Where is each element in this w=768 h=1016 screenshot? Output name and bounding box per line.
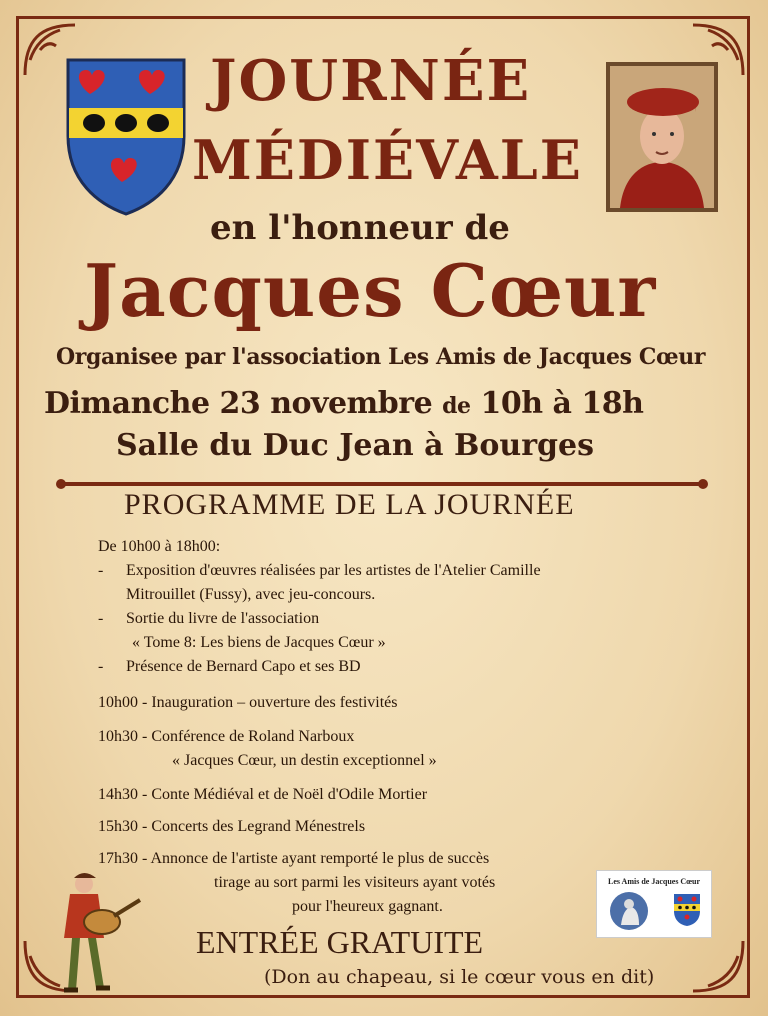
- programme-event: 10h00 - Inauguration – ouverture des festivités: [98, 694, 398, 711]
- entry-note: (Don au chapeau, si le cœur vous en dit): [264, 966, 655, 988]
- small-coat-of-arms-icon: [673, 893, 701, 927]
- bullet-dash: -: [98, 658, 104, 675]
- subtitle: en l'honneur de: [210, 208, 510, 248]
- programme-event: « Jacques Cœur, un destin exceptionnel »: [172, 752, 437, 769]
- programme-item: Présence de Bernard Capo et ses BD: [126, 658, 361, 675]
- programme-event: 14h30 - Conte Médiéval et de Noël d'Odile Mortier: [98, 786, 428, 803]
- programme-item: Sortie du livre de l'association: [126, 610, 320, 627]
- free-entry: ENTRÉE GRATUITE: [196, 924, 484, 960]
- programme-item: « Tome 8: Les biens de Jacques Cœur »: [132, 634, 386, 651]
- medallion-icon: [609, 891, 649, 931]
- programme-event: 15h30 - Concerts des Legrand Ménestrels: [98, 818, 366, 835]
- date-de: de: [442, 393, 471, 419]
- programme-event: 10h30 - Conférence de Roland Narboux: [98, 728, 355, 745]
- programme-event: tirage au sort parmi les visiteurs ayant votés: [214, 874, 496, 891]
- programme-item: Mitrouillet (Fussy), avec jeu-concours.: [126, 586, 376, 603]
- programme-allday: De 10h00 à 18h00:: [98, 538, 221, 555]
- minstrel-icon: [44, 870, 144, 996]
- date-hours: 10h à 18h: [480, 386, 644, 421]
- programme-event: pour l'heureux gagnant.: [292, 898, 443, 915]
- date-main: Dimanche 23 novembre: [44, 386, 433, 421]
- divider: [62, 482, 702, 486]
- honoree-name: Jacques Cœur: [84, 248, 657, 333]
- title-line1: JOURNÉE: [210, 48, 532, 114]
- association-badge: [596, 870, 712, 938]
- corner-flourish-icon: [688, 936, 748, 996]
- event-date: [44, 386, 643, 421]
- coat-of-arms-icon: [64, 56, 188, 216]
- organizer-line: Organisee par l'association Les Amis de Jacques Cœur: [56, 344, 706, 370]
- portrait-icon: [606, 62, 718, 212]
- venue: Salle du Duc Jean à Bourges: [116, 428, 594, 463]
- title-line2: MÉDIÉVALE: [192, 128, 583, 192]
- bullet-dash: -: [98, 562, 104, 579]
- programme-event: 17h30 - Annonce de l'artiste ayant remporté le plus de succès: [98, 850, 490, 867]
- bullet-dash: -: [98, 610, 104, 627]
- programme-heading: PROGRAMME DE LA JOURNÉE: [124, 488, 575, 521]
- programme-item: Exposition d'œuvres réalisées par les artistes de l'Atelier Camille: [126, 562, 541, 579]
- badge-text: Les Amis de Jacques Cœur: [607, 877, 700, 886]
